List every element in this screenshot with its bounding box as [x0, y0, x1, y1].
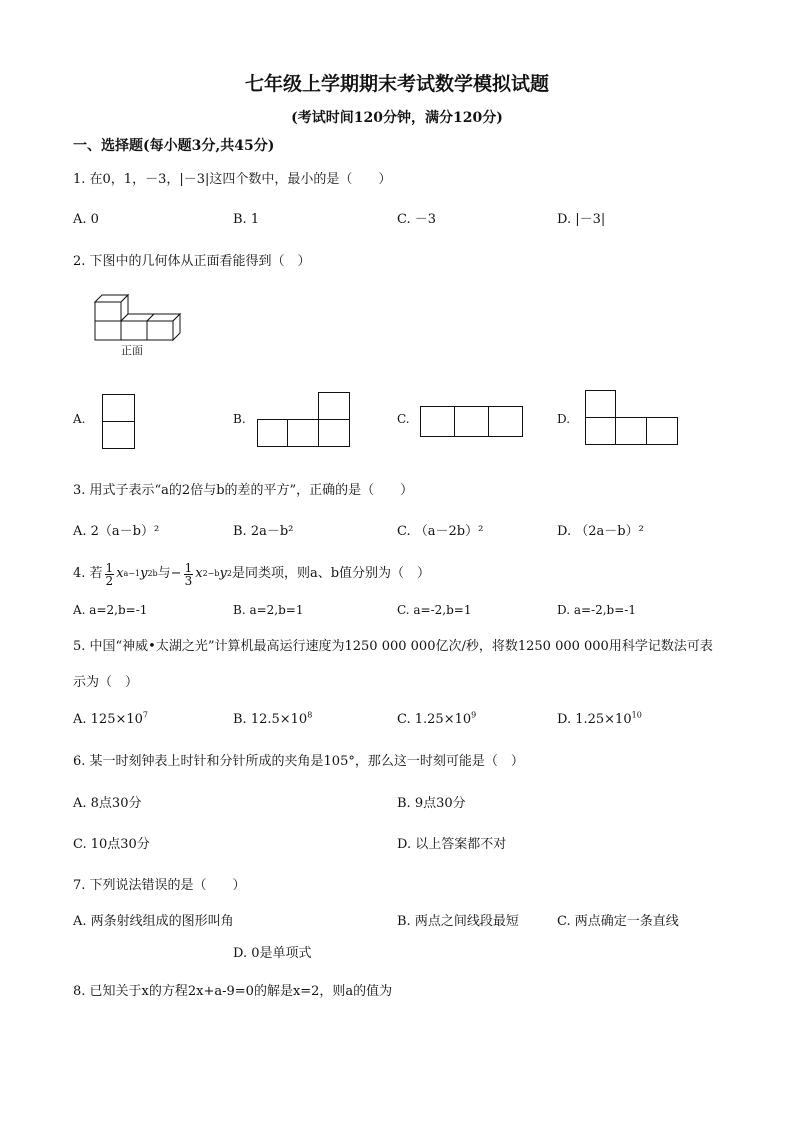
question-7-stem: 7. 下列说法错误的是（ ）	[73, 878, 246, 893]
option-b-exponent: 8	[307, 710, 313, 720]
question-6-option-b: B. 9点30分	[397, 796, 466, 811]
option-c-base: C. 1.25×10	[397, 712, 472, 727]
option-a-figure	[102, 394, 136, 450]
question-4-suffix: 是同类项，则a、b值分别为（ ）	[231, 566, 431, 581]
exam-subtitle: (考试时间120分钟，满分120分)	[291, 110, 503, 126]
term-2-y: y	[219, 566, 227, 581]
question-3-option-d: D. （2a－b）²	[557, 524, 644, 539]
question-1-option-c: C. －3	[397, 212, 437, 227]
question-2-stem: 2. 下图中的几何体从正面看能得到（ ）	[73, 254, 311, 269]
question-2-option-a: A.	[73, 412, 86, 426]
question-7-option-c: C. 两点确定一条直线	[557, 914, 679, 929]
fraction-1-numerator: 1	[105, 560, 114, 575]
question-4-option-d: D. a=-2,b=-1	[557, 603, 636, 617]
question-6-option-d: D. 以上答案都不对	[397, 837, 507, 852]
question-4-option-c: C. a=-2,b=1	[397, 603, 472, 617]
question-6-option-a: A. 8点30分	[73, 796, 142, 811]
question-4-mid: 与−	[157, 566, 182, 581]
question-3-stem: 3. 用式子表示“a的2倍与b的差的平方”，正确的是（ ）	[73, 483, 414, 498]
page-title: 七年级上学期期末考试数学模拟试题	[244, 73, 549, 95]
option-a-exponent: 7	[142, 710, 148, 720]
option-d-figure	[585, 390, 679, 446]
question-5-option-d	[557, 712, 642, 728]
question-7-option-b: B. 两点之间线段最短	[397, 914, 519, 929]
question-5-option-c	[397, 712, 476, 728]
question-5-option-b	[233, 712, 312, 728]
question-2-solid-figure	[93, 293, 185, 341]
question-3-option-b: B. 2a－b²	[233, 524, 294, 539]
question-1-option-d: D. |－3|	[557, 212, 606, 227]
question-4-prefix: 4. 若	[73, 566, 103, 581]
question-6-stem: 6. 某一时刻钟表上时针和分针所成的夹角是105°，那么这一时刻可能是（ ）	[73, 754, 524, 769]
fraction-2-denominator: 3	[184, 573, 193, 588]
term-1-x: x	[116, 566, 124, 581]
question-7-option-a: A. 两条射线组成的图形叫角	[73, 914, 234, 929]
option-c-figure	[420, 406, 524, 438]
question-2-option-d: D.	[557, 412, 571, 426]
term-2-x: x	[195, 566, 203, 581]
question-1-option-b: B. 1	[233, 212, 260, 227]
front-view-label: 正面	[121, 344, 143, 357]
term-1-y: y	[140, 566, 148, 581]
section-heading: 一、选择题(每小题3分,共45分)	[73, 138, 275, 154]
fraction-one-third	[184, 562, 194, 587]
question-5-stem-line-1: 5. 中国“神威•太湖之光”计算机最高运行速度为1250 000 000亿次/秒，将数1250 000 000用科学记数法可表	[73, 639, 713, 654]
question-2-option-b: B.	[233, 412, 246, 426]
option-c-exponent: 9	[471, 710, 477, 720]
question-7-option-d: D. 0是单项式	[233, 946, 312, 961]
fraction-one-half	[105, 562, 115, 587]
fraction-2-numerator: 1	[184, 560, 193, 575]
option-a-base: A. 125×10	[73, 712, 143, 727]
question-2-option-c: C.	[397, 412, 410, 426]
fraction-1-denominator: 2	[105, 573, 114, 588]
question-5-option-a	[73, 712, 148, 728]
question-3-option-a: A. 2（a－b）²	[73, 524, 160, 539]
option-b-base: B. 12.5×10	[233, 712, 308, 727]
question-4-option-a: A. a=2,b=-1	[73, 603, 148, 617]
question-8-stem: 8. 已知关于x的方程2x+a-9=0的解是x=2，则a的值为	[73, 984, 393, 999]
question-4-stem: 4. 若 $\frac{1}{2}$ x a−1 y 2b 与− $\frac{1}{3}$ x 2−b y 2 是同类项，则a、b值分别为（ ）	[73, 560, 431, 588]
question-5-stem-line-2: 示为（ ）	[73, 675, 139, 690]
option-d-base: D. 1.25×10	[557, 712, 632, 727]
question-1-stem: 1. 在0，1，－3，|－3|这四个数中，最小的是（ ）	[73, 172, 392, 187]
question-4-option-b: B. a=2,b=1	[233, 603, 304, 617]
question-3-option-c: C. （a－2b）²	[397, 524, 484, 539]
option-b-figure	[257, 392, 351, 448]
question-1-option-a: A. 0	[73, 212, 99, 227]
question-6-option-c: C. 10点30分	[73, 837, 150, 852]
option-d-exponent: 10	[631, 710, 642, 720]
